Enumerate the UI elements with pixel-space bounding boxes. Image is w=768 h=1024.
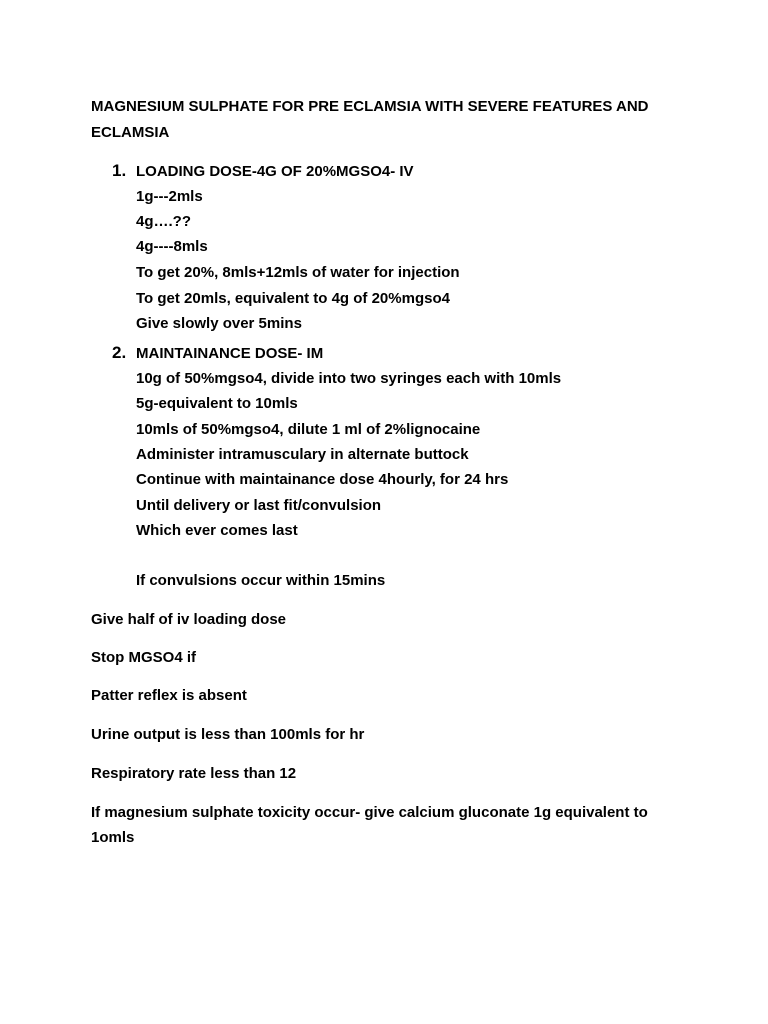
loading-line: 4g----8mls xyxy=(136,238,208,255)
note-line: Patter reflex is absent xyxy=(91,687,247,704)
maintenance-line: Continue with maintainance dose 4hourly, for 24 hrs xyxy=(136,471,509,488)
maintenance-line: 10mls of 50%mgso4, dilute 1 ml of 2%lignocaine xyxy=(136,421,481,438)
page-title: MAGNESIUM SULPHATE FOR PRE ECLAMSIA WITH SEVERE FEATURES AND ECLAMSIA xyxy=(91,98,649,141)
toxicity-note: If magnesium sulphate toxicity occur- give calcium gluconate 1g equivalent to 1omls xyxy=(91,804,648,846)
convulsion-note: If convulsions occur within 15mins xyxy=(136,572,386,589)
note-line: Stop MGSO4 if xyxy=(91,649,196,666)
maintenance-line: Until delivery or last fit/convulsion xyxy=(136,497,382,514)
loading-line: 1g---2mls xyxy=(136,188,203,205)
maintenance-dose-heading xyxy=(112,342,323,365)
maintenance-line: 10g of 50%mgso4, divide into two syringes each with 10mls xyxy=(136,370,562,387)
note-line: Give half of iv loading dose xyxy=(91,611,287,628)
maintenance-line: 5g-equivalent to 10mls xyxy=(136,395,298,412)
loading-dose-heading xyxy=(112,160,414,183)
maintenance-dose-heading-text: MAINTAINANCE DOSE- IM xyxy=(136,345,324,362)
maintenance-line: Which ever comes last xyxy=(136,522,298,539)
list-number: 2. xyxy=(112,343,127,362)
note-line: Urine output is less than 100mls for hr xyxy=(91,726,365,743)
loading-dose-heading-text: LOADING DOSE-4G OF 20%MGSO4- IV xyxy=(136,163,414,180)
loading-line: Give slowly over 5mins xyxy=(136,315,302,332)
loading-line: To get 20%, 8mls+12mls of water for injection xyxy=(136,264,460,281)
loading-line: 4g….?? xyxy=(136,213,191,230)
maintenance-line: Administer intramusculary in alternate buttock xyxy=(136,446,469,463)
list-number: 1. xyxy=(112,161,127,180)
loading-line: To get 20mls, equivalent to 4g of 20%mgso4 xyxy=(136,290,450,307)
note-line: Respiratory rate less than 12 xyxy=(91,765,297,782)
